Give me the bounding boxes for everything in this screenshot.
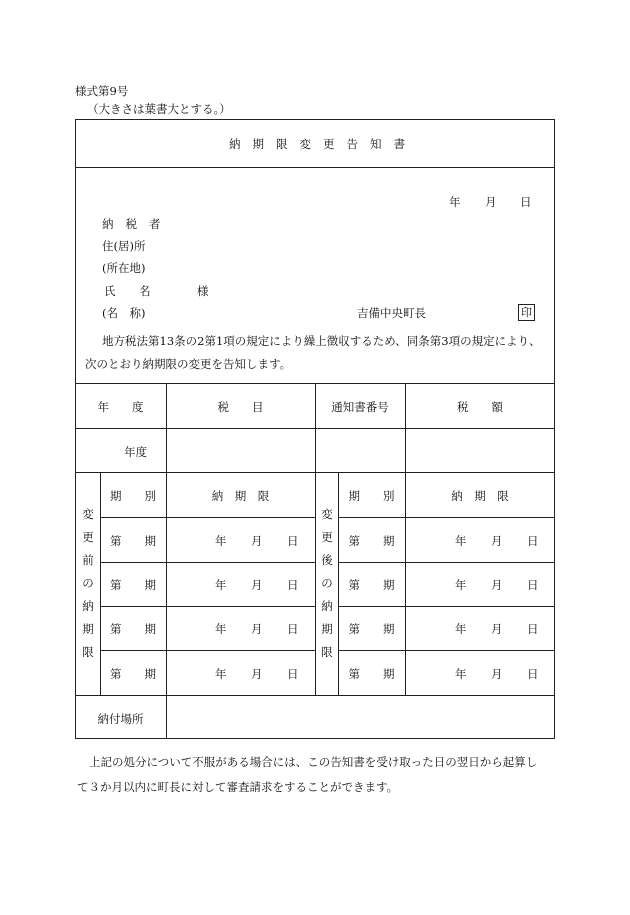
- payment-place-label: 納付場所: [97, 712, 144, 726]
- header-tax-item: 税 目: [217, 400, 264, 414]
- after-date-year: 年: [455, 534, 467, 548]
- after-date-day: 日: [527, 667, 539, 681]
- date-day: 日: [520, 195, 532, 209]
- before-deadline-header: 納 期 限: [211, 489, 270, 503]
- after-date-month: 月: [491, 667, 503, 681]
- honorific: 様: [197, 284, 209, 298]
- before-period-cell: 第 期: [110, 667, 156, 681]
- after-period-header: 期 別: [348, 489, 395, 503]
- header-tax-amount: 税 額: [457, 400, 503, 414]
- before-date-month: 月: [251, 534, 263, 548]
- year-suffix: 年度: [124, 445, 147, 459]
- title-label: (名 称): [102, 306, 146, 320]
- form-number: 様式第9号: [75, 84, 129, 98]
- before-period-cell: 第 期: [110, 578, 156, 592]
- after-date-year: 年: [455, 667, 467, 681]
- taxpayer-label: 納税者: [102, 217, 173, 231]
- footer-line-2: て３か月以内に町長に対して審査請求をすることができます。: [77, 780, 399, 794]
- header-notice-number: 通知書番号: [331, 400, 389, 414]
- after-date-month: 月: [491, 622, 503, 636]
- before-date-month: 月: [251, 667, 263, 681]
- after-period-cell: 第 期: [348, 622, 395, 636]
- before-date-year: 年: [215, 534, 227, 548]
- after-period-cell: 第 期: [348, 667, 395, 681]
- divider-before-3: [100, 606, 315, 607]
- before-date-day: 日: [287, 534, 299, 548]
- before-date-year: 年: [215, 622, 227, 636]
- after-date-month: 月: [491, 534, 503, 548]
- divider-before-1: [100, 517, 315, 518]
- vline-tax-1: [166, 383, 167, 472]
- after-deadline-header: 納 期 限: [451, 489, 509, 503]
- date-month: 月: [485, 195, 497, 209]
- before-date-day: 日: [287, 622, 299, 636]
- after-period-cell: 第 期: [348, 534, 395, 548]
- before-date-day: 日: [287, 578, 299, 592]
- before-period-cell: 第 期: [110, 534, 156, 548]
- after-date-day: 日: [527, 622, 539, 636]
- before-date-month: 月: [251, 578, 263, 592]
- vline-period-2: [166, 472, 167, 695]
- divider-after-2: [338, 562, 555, 563]
- before-period-header: 期 別: [110, 489, 156, 503]
- name-label-2: 名: [139, 284, 151, 298]
- location-label: (所在地): [102, 261, 146, 275]
- vline-period-5: [405, 472, 406, 695]
- header-year: 年 度: [97, 400, 144, 414]
- vline-tax-2: [315, 383, 316, 472]
- vline-payment: [166, 695, 167, 739]
- divider-payment: [75, 695, 555, 696]
- before-change-label: 変 更 前 の 納 期 限: [82, 507, 94, 659]
- after-change-label: 変 更 後 の 納 期 限: [321, 507, 333, 659]
- notice-line-2: 次のとおり納期限の変更を告知します。: [85, 357, 292, 371]
- vline-period-3: [315, 472, 316, 695]
- before-date-year: 年: [215, 667, 227, 681]
- notice-line-1: 地方税法第13条の2第1項の規定により繰上徴収するため、同条第3項の規定により、: [102, 334, 541, 348]
- after-date-day: 日: [527, 578, 539, 592]
- issuer-name: 吉備中央町長: [357, 306, 426, 320]
- form-title: 納期限変更告知書: [229, 137, 417, 151]
- footer-line-1: 上記の処分について不服がある場合には、この告知書を受け取った日の翌日から起算し: [89, 755, 538, 769]
- divider-after-3: [338, 606, 555, 607]
- before-period-cell: 第 期: [110, 622, 156, 636]
- after-period-cell: 第 期: [348, 578, 395, 592]
- seal-mark: 印: [518, 304, 535, 321]
- before-date-day: 日: [287, 667, 299, 681]
- after-date-month: 月: [491, 578, 503, 592]
- address-label: 住(居)所: [102, 239, 146, 253]
- divider-before-4: [100, 650, 315, 651]
- divider-after-4: [338, 650, 555, 651]
- divider-after-1: [338, 517, 555, 518]
- after-date-year: 年: [455, 578, 467, 592]
- before-date-month: 月: [251, 622, 263, 636]
- divider-before-2: [100, 562, 315, 563]
- size-note: （大きさは葉書大とする。）: [87, 102, 231, 116]
- date-year: 年: [449, 195, 461, 209]
- divider-title: [75, 167, 555, 168]
- name-label: 氏: [104, 284, 116, 298]
- after-date-year: 年: [455, 622, 467, 636]
- vline-tax-3: [405, 383, 406, 472]
- after-date-day: 日: [527, 534, 539, 548]
- before-date-year: 年: [215, 578, 227, 592]
